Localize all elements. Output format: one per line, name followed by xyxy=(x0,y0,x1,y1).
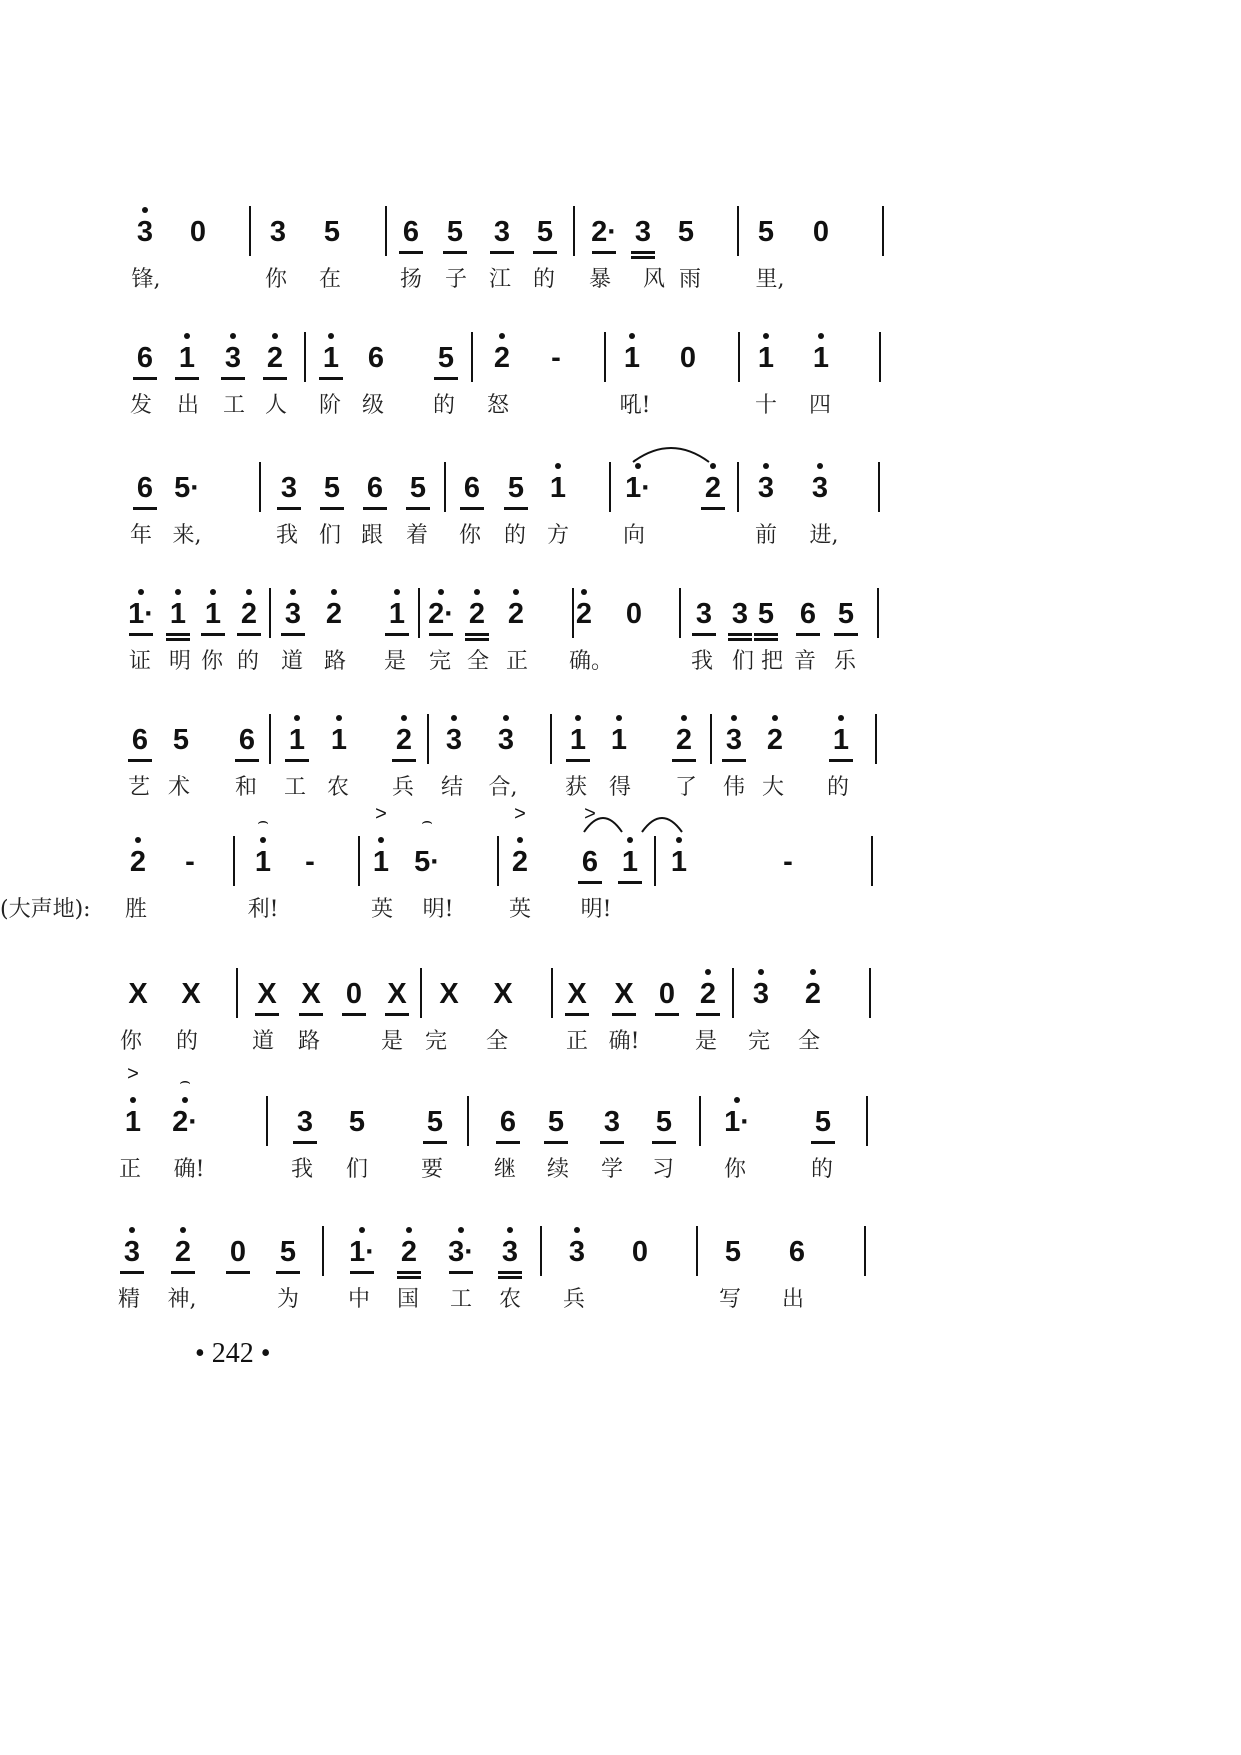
note-digit: X xyxy=(387,978,407,1010)
note-digit: 2 xyxy=(575,598,593,630)
lyric-syllable: 大 xyxy=(761,775,784,800)
slur-mark xyxy=(633,448,709,462)
note-digit: 3· xyxy=(448,1236,474,1268)
lyric-syllable: 风 xyxy=(642,267,665,292)
note-digit: 3 xyxy=(280,472,298,504)
lyric-syllable: 了 xyxy=(674,775,697,800)
lyric-syllable: 年 xyxy=(129,523,152,548)
lyric-syllable: 前 xyxy=(754,523,777,548)
lyric-syllable: 怒 xyxy=(486,393,509,418)
lyric-syllable: 路 xyxy=(297,1029,320,1054)
lyric-syllable: 是 xyxy=(380,1029,403,1054)
fermata-icon: ⌢ xyxy=(257,811,269,831)
lyric-syllable: 的 xyxy=(826,775,849,800)
note-digit: 1· xyxy=(128,598,154,630)
lyric-syllable: 英 xyxy=(370,897,393,922)
note-digit: 5 xyxy=(757,216,775,248)
lyric-syllable: 完 xyxy=(424,1029,447,1054)
note-digit: 2 xyxy=(468,598,486,630)
lyric-syllable: 的 xyxy=(236,649,259,674)
note-digit: X xyxy=(301,978,321,1010)
note-digit: 2 xyxy=(804,978,822,1010)
note-digit: 3 xyxy=(757,472,775,504)
lyric-syllable: 神, xyxy=(167,1287,197,1312)
lyric-syllable: 把 xyxy=(760,649,783,674)
lyric-syllable: 着 xyxy=(405,523,428,548)
note-digit: X xyxy=(128,978,148,1010)
note-digit: 6 xyxy=(366,472,384,504)
lyric-syllable: 英 xyxy=(508,897,531,922)
lyric-syllable: 确! xyxy=(173,1157,205,1182)
lyric-syllable: 明! xyxy=(580,897,612,922)
lyric-syllable: 暴 xyxy=(588,267,611,292)
note-digit: X xyxy=(181,978,201,1010)
lyric-syllable: 在 xyxy=(318,267,341,292)
note-digit: 5 xyxy=(172,724,190,756)
lyric-syllable: 为 xyxy=(276,1287,299,1312)
lyric-syllable: 正 xyxy=(565,1029,588,1054)
note-digit: 2 xyxy=(400,1236,418,1268)
note-digit: 1 xyxy=(569,724,587,756)
lyric-syllable: 进, xyxy=(809,523,839,548)
lyric-syllable: 胜 xyxy=(124,897,147,922)
note-digit: 2 xyxy=(395,724,413,756)
note-digit: 5 xyxy=(437,342,455,374)
note-digit: 2 xyxy=(704,472,722,504)
lyric-syllable: 伟 xyxy=(722,775,745,800)
lyric-syllable: 锋, xyxy=(131,267,161,292)
lyric-syllable: 正 xyxy=(118,1157,141,1182)
note-digit: 0 xyxy=(679,342,697,374)
lyric-syllable: 江 xyxy=(488,267,511,292)
note-digit: 5 xyxy=(348,1106,366,1138)
note-digit: 2· xyxy=(172,1106,198,1138)
lyric-syllable: 明! xyxy=(422,897,454,922)
lyric-syllable: 出 xyxy=(781,1287,804,1312)
lyric-syllable: 全 xyxy=(466,649,489,674)
note-digit: 1 xyxy=(288,724,306,756)
lyric-syllable: 利! xyxy=(247,897,279,922)
accent-mark: > xyxy=(584,803,596,825)
slur-mark xyxy=(642,818,682,832)
lyric-syllable: 你 xyxy=(458,523,481,548)
lyric-syllable: 向 xyxy=(622,523,645,548)
note-digit: 1 xyxy=(812,342,830,374)
note-digit: 5 xyxy=(507,472,525,504)
note-digit: 1 xyxy=(124,1106,142,1138)
lyric-syllable: 习 xyxy=(651,1157,674,1182)
lyric-syllable: 来, xyxy=(172,523,202,548)
note-digit: 1 xyxy=(757,342,775,374)
lyric-syllable: 路 xyxy=(323,649,346,674)
note-digit: 0 xyxy=(189,216,207,248)
lyric-syllable: 你 xyxy=(119,1029,142,1054)
note-digit: 3 xyxy=(123,1236,141,1268)
note-digit: 2· xyxy=(591,216,617,248)
note-digit: 6 xyxy=(238,724,256,756)
note-digit: 3 xyxy=(269,216,287,248)
note-digit: 1 xyxy=(610,724,628,756)
note-digit: 5 xyxy=(655,1106,673,1138)
lyric-syllable: 子 xyxy=(444,267,467,292)
note-digit: 2 xyxy=(266,342,284,374)
note-digit: 3 xyxy=(296,1106,314,1138)
note-digit: 5 xyxy=(279,1236,297,1268)
note-digit: 3 xyxy=(493,216,511,248)
note-digit: 5 xyxy=(547,1106,565,1138)
note-digit: 0 xyxy=(229,1236,247,1268)
lyric-syllable: 获 xyxy=(564,775,587,800)
note-digit: 2 xyxy=(129,846,147,878)
lyric-syllable: 我 xyxy=(290,1157,313,1182)
lyric-syllable: 完 xyxy=(747,1029,770,1054)
note-digit: 3 xyxy=(634,216,652,248)
note-digit: 3 xyxy=(501,1236,519,1268)
lyric-syllable: 和 xyxy=(234,775,257,800)
lyric-syllable: 学 xyxy=(600,1157,623,1182)
lyric-syllable: 的 xyxy=(432,393,455,418)
note-digit: 6 xyxy=(463,472,481,504)
note-digit: 3 xyxy=(445,724,463,756)
note-digit: 1 xyxy=(254,846,272,878)
note-digit: 1 xyxy=(388,598,406,630)
note-digit: X xyxy=(614,978,634,1010)
note-digit: 0 xyxy=(625,598,643,630)
lyric-syllable: 的 xyxy=(175,1029,198,1054)
lyric-syllable: 跟 xyxy=(360,523,383,548)
note-digit: 5 xyxy=(536,216,554,248)
lyric-syllable: 你 xyxy=(264,267,287,292)
lyric-syllable: 兵 xyxy=(391,775,414,800)
lyric-syllable: 证 xyxy=(128,649,151,674)
lyric-syllable: 出 xyxy=(176,393,199,418)
note-digit: 6 xyxy=(499,1106,517,1138)
lyric-syllable: 农 xyxy=(326,775,349,800)
lyric-syllable: 确。 xyxy=(569,649,614,674)
note-digit: X xyxy=(567,978,587,1010)
note-digit: 1 xyxy=(549,472,567,504)
slur-mark xyxy=(584,818,622,832)
note-digit: 1 xyxy=(623,342,641,374)
note-digit: X xyxy=(257,978,277,1010)
note-digit: 5 xyxy=(323,472,341,504)
note-digit: 1 xyxy=(330,724,348,756)
lyric-syllable: 农 xyxy=(498,1287,521,1312)
note-digit: 6 xyxy=(402,216,420,248)
note-digit: 0 xyxy=(631,1236,649,1268)
lyric-syllable: 你 xyxy=(723,1157,746,1182)
note-digit: 3 xyxy=(497,724,515,756)
fermata-icon: ⌢ xyxy=(421,811,433,831)
lyric-syllable: 写 xyxy=(718,1287,741,1312)
lyric-syllable: 确! xyxy=(608,1029,640,1054)
note-digit: 6 xyxy=(136,342,154,374)
note-digit: 5 xyxy=(446,216,464,248)
note-digit: 2 xyxy=(325,598,343,630)
lyric-syllable: 的 xyxy=(532,267,555,292)
lyric-syllable: 四 xyxy=(808,393,831,418)
note-digit: 2 xyxy=(493,342,511,374)
lyric-syllable: 的 xyxy=(503,523,526,548)
lyric-syllable: 们 xyxy=(731,649,754,674)
note-digit: 1 xyxy=(621,846,639,878)
lyric-syllable: 是 xyxy=(383,649,406,674)
note-digit: 2· xyxy=(428,598,454,630)
note-digit: 6 xyxy=(131,724,149,756)
note-digit: 1 xyxy=(169,598,187,630)
note-digit: 6 xyxy=(136,472,154,504)
note-digit: 1· xyxy=(625,472,651,504)
note-digit: 6 xyxy=(788,1236,806,1268)
note-digit: 0 xyxy=(345,978,363,1010)
lyric-syllable: 要 xyxy=(420,1157,443,1182)
note-digit: 5 xyxy=(724,1236,742,1268)
lyric-syllable: 工 xyxy=(283,775,306,800)
lyric-syllable: 艺 xyxy=(127,775,150,800)
note-digit: 5 xyxy=(409,472,427,504)
lyric-syllable: 合, xyxy=(488,775,518,800)
lyric-syllable: 十 xyxy=(754,393,777,418)
lyric-syllable: 我 xyxy=(690,649,713,674)
accent-mark: > xyxy=(514,803,526,825)
note-digit: 2 xyxy=(240,598,258,630)
lyric-syllable: 全 xyxy=(485,1029,508,1054)
note-digit: 3 xyxy=(224,342,242,374)
note-digit: 2 xyxy=(507,598,525,630)
lyric-syllable: 结 xyxy=(440,775,463,800)
note-digit: 1· xyxy=(724,1106,750,1138)
note-digit: 3 xyxy=(695,598,713,630)
lyric-syllable: 乐 xyxy=(833,649,856,674)
lyric-syllable: 方 xyxy=(546,523,569,548)
note-digit: 5 xyxy=(677,216,695,248)
lyric-syllable: 是 xyxy=(694,1029,717,1054)
note-digit: 5 xyxy=(426,1106,444,1138)
lyric-syllable: 们 xyxy=(318,523,341,548)
note-digit: 1 xyxy=(670,846,688,878)
note-digit: 1 xyxy=(204,598,222,630)
lyric-syllable: 中 xyxy=(347,1287,370,1312)
note-digit: 5 xyxy=(814,1106,832,1138)
lyric-syllable: 兵 xyxy=(562,1287,585,1312)
lyric-syllable: 道 xyxy=(251,1029,274,1054)
note-digit: - xyxy=(551,342,561,374)
note-digit: - xyxy=(185,846,195,878)
note-digit: 5 xyxy=(757,598,775,630)
lyric-syllable: 人 xyxy=(264,393,287,418)
note-digit: 3 xyxy=(811,472,829,504)
note-digit: 3 xyxy=(752,978,770,1010)
note-digit: 2 xyxy=(766,724,784,756)
lyric-syllable: 扬 xyxy=(399,267,422,292)
note-digit: 2 xyxy=(675,724,693,756)
lyric-syllable: 完 xyxy=(428,649,451,674)
lyric-syllable: 你 xyxy=(200,649,223,674)
lyric-syllable: 雨 xyxy=(678,267,701,292)
lyric-syllable: 续 xyxy=(546,1157,569,1182)
note-digit: 1· xyxy=(349,1236,375,1268)
note-digit: 1 xyxy=(178,342,196,374)
lyric-syllable: 阶 xyxy=(318,393,341,418)
note-digit: 6 xyxy=(799,598,817,630)
lyric-syllable: 继 xyxy=(493,1157,516,1182)
lyric-syllable: 吼! xyxy=(619,393,651,418)
accent-mark: > xyxy=(375,803,387,825)
note-digit: 0 xyxy=(812,216,830,248)
note-digit: 3 xyxy=(725,724,743,756)
lyric-syllable: 国 xyxy=(396,1287,419,1312)
note-digit: 1 xyxy=(322,342,340,374)
note-digit: 5· xyxy=(174,472,200,504)
lyric-syllable: 正 xyxy=(505,649,528,674)
lyric-syllable: 工 xyxy=(449,1287,472,1312)
lyric-syllable: 明 xyxy=(168,649,191,674)
note-digit: 1 xyxy=(832,724,850,756)
note-digit: 5· xyxy=(414,846,440,878)
note-digit: 3 xyxy=(731,598,749,630)
note-digit: - xyxy=(783,846,793,878)
lyric-syllable: 得 xyxy=(608,775,631,800)
note-digit: - xyxy=(305,846,315,878)
note-digit: X xyxy=(493,978,513,1010)
lyric-syllable: 们 xyxy=(345,1157,368,1182)
note-digit: 2 xyxy=(511,846,529,878)
note-digit: 2 xyxy=(699,978,717,1010)
lyric-syllable: 道 xyxy=(280,649,303,674)
note-digit: 3 xyxy=(603,1106,621,1138)
note-digit: 3 xyxy=(284,598,302,630)
lyric-syllable: (大声地): xyxy=(0,897,91,922)
lyric-syllable: 精 xyxy=(117,1287,140,1312)
lyric-syllable: 里, xyxy=(755,267,785,292)
lyric-syllable: 术 xyxy=(167,775,190,800)
note-digit: 6 xyxy=(367,342,385,374)
note-digit: 2 xyxy=(174,1236,192,1268)
note-digit: 3 xyxy=(568,1236,586,1268)
note-digit: 0 xyxy=(658,978,676,1010)
page-number: • 242 • xyxy=(195,1338,271,1369)
lyric-syllable: 发 xyxy=(129,393,152,418)
lyric-syllable: 音 xyxy=(793,649,816,674)
note-digit: 5 xyxy=(837,598,855,630)
note-digit: 1 xyxy=(372,846,390,878)
accent-mark: > xyxy=(127,1063,139,1085)
note-digit: X xyxy=(439,978,459,1010)
note-digit: 6 xyxy=(581,846,599,878)
fermata-icon: ⌢ xyxy=(179,1071,191,1091)
lyric-syllable: 工 xyxy=(222,393,245,418)
note-digit: 5 xyxy=(323,216,341,248)
note-digit: 3 xyxy=(136,216,154,248)
lyric-syllable: 的 xyxy=(810,1157,833,1182)
lyric-syllable: 级 xyxy=(361,393,384,418)
lyric-syllable: 我 xyxy=(275,523,298,548)
lyric-syllable: 全 xyxy=(797,1029,820,1054)
